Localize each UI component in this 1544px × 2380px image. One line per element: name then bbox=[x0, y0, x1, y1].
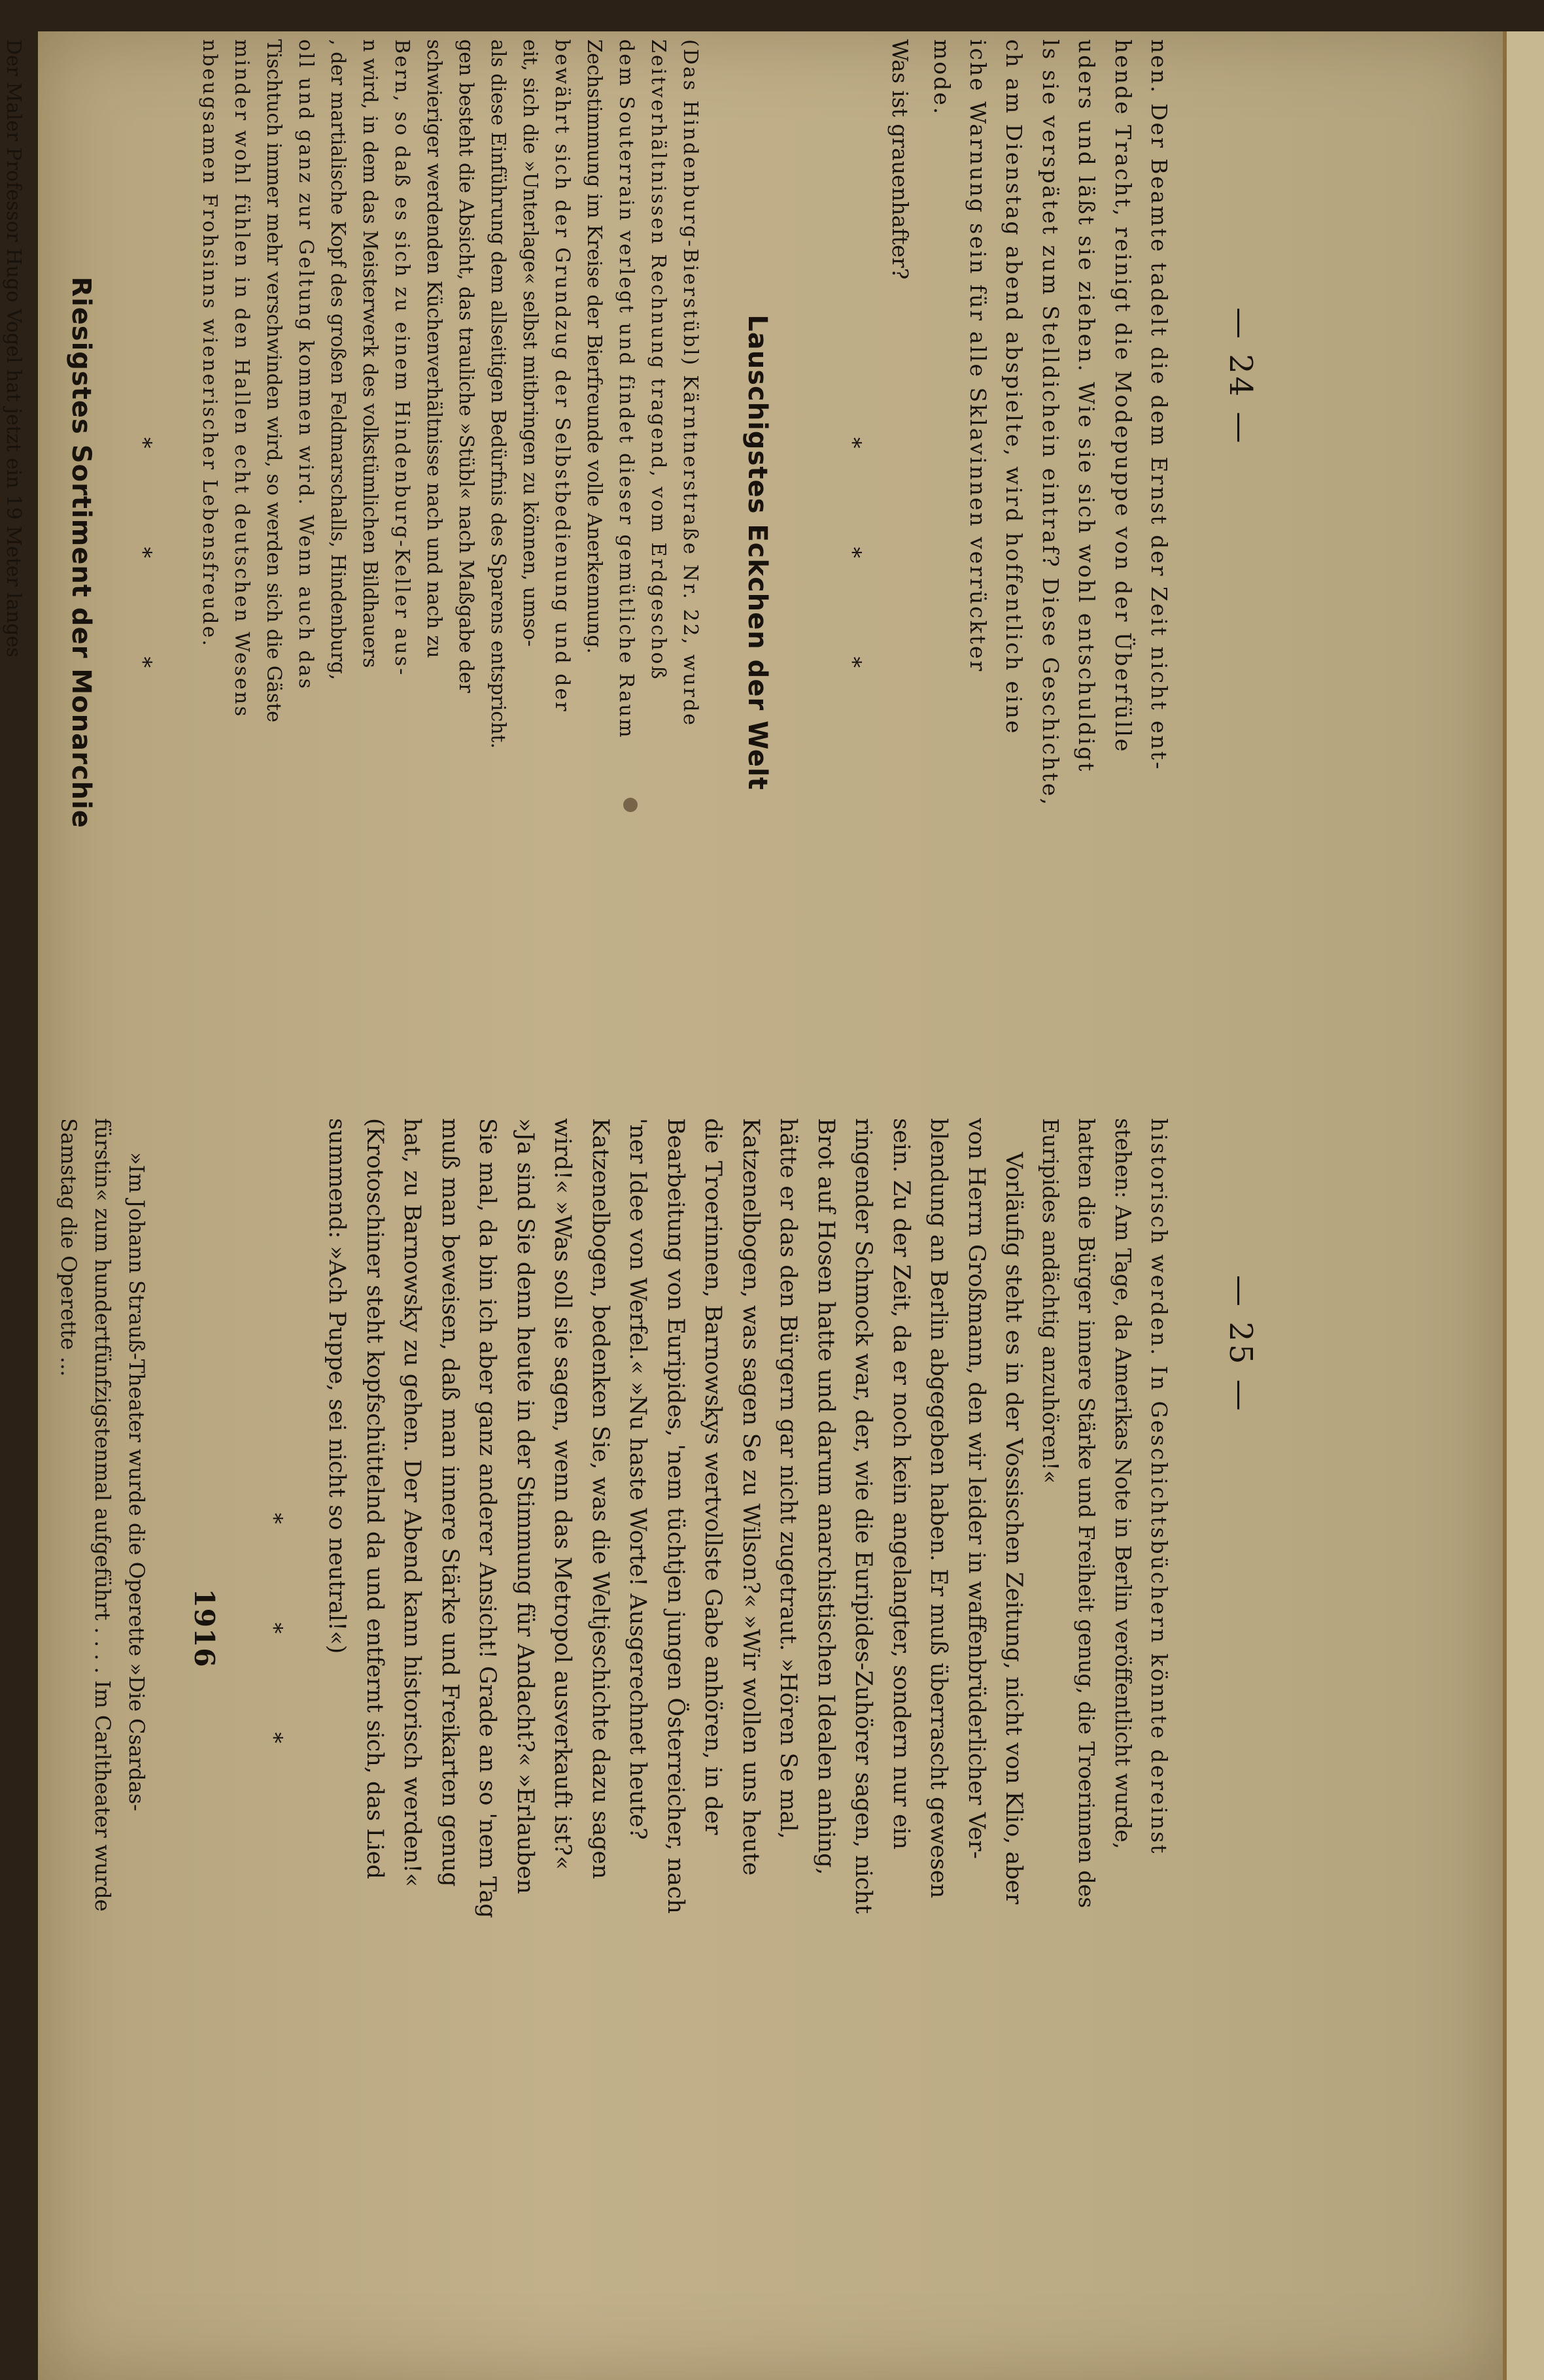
text-line: »Ja sind Sie denn heute in der Stimmung für Andacht?« »Erlauben bbox=[511, 1118, 538, 1894]
right-para-2 bbox=[318, 1118, 1033, 2138]
text-line: n wird, in dem das Meisterwerk des volkstümlichen Bildhauers bbox=[358, 39, 381, 668]
text-line: ls sie verspätet zum Stelldichein eintraf? Diese Geschichte, bbox=[1037, 39, 1063, 807]
page-number-25: — 25 — bbox=[1222, 1275, 1259, 1414]
text-line: (Krotoschiner steht kopfschüttelnd da und entfernt sich, das Lied bbox=[361, 1118, 388, 1879]
text-line: historisch werden. In Geschichtsbüchern könnte dereinst bbox=[1146, 1118, 1172, 1856]
text-line: oll und ganz zur Geltung kommen wird. Wenn auch das bbox=[294, 39, 317, 690]
left-page-column bbox=[0, 39, 1177, 1066]
section-separator: * * * bbox=[129, 437, 156, 714]
text-line: 'ner Idee von Werfel.« »Nu haste Worte! Ausgerechnet heute? bbox=[625, 1118, 651, 1840]
text-line: fürstin« zum hundertfünfzigstenmal aufgeführt . . . . Im Carltheater wurde bbox=[90, 1118, 116, 1912]
text-line: Brot auf Hosen hatte und darum anarchistischen Idealen anhing, bbox=[812, 1118, 839, 1875]
text-line: wird!« »Was soll sie sagen, wenn das Metropol ausverkauft ist?« bbox=[549, 1118, 576, 1870]
text-line: summend: »Ach Puppe, sei nicht so neutral!«) bbox=[324, 1118, 351, 1654]
text-line: Der Maler Professor Hugo Vogel hat jetzt ein 19 Meter langes bbox=[2, 39, 26, 658]
text-line: minder wohl fühlen in den Hallen echt deutschen Wesens bbox=[230, 39, 253, 719]
text-line: Sie mal, da bin ich aber ganz anderer Ansicht! Grade an so 'nem Tag bbox=[474, 1118, 501, 1918]
text-line: Bearbeitung von Euripides, 'nem tüchtjen jungen Österreicher, nach bbox=[662, 1118, 689, 1914]
heading-lauschigstes-eckchen: Lauschigstes Eckchen der Welt bbox=[742, 314, 773, 790]
text-line: Katzenelbogen, bedenken Sie, was die Weltjeschichte dazu sagen bbox=[587, 1118, 613, 1879]
left-para-1 bbox=[923, 39, 1177, 1066]
text-line: sein. Zu der Zeit, da er noch kein angelangter, sondern nur ein bbox=[887, 1118, 914, 1850]
text-line: muß man beweisen, daß man innere Stärke und Freikarten genug bbox=[436, 1118, 463, 1887]
left-section2-body bbox=[0, 39, 29, 1066]
text-line: Vorläufig steht es in der Vossischen Zeitung, nicht von Klio, aber bbox=[1001, 1152, 1027, 1905]
text-line: blendung an Berlin abgegeben haben. Er muß überrascht gewesen bbox=[925, 1118, 952, 1899]
question-line: Was ist grauenhafter? bbox=[887, 39, 914, 280]
text-line: von Herrn Großmann, den wir leider in waffenbrüderlicher Ver- bbox=[963, 1118, 989, 1860]
text-line: hatten die Bürger innere Stärke und Freiheit genug, die Troerinnen des bbox=[1074, 1118, 1100, 1909]
text-line: hende Tracht, reinigt die Modepuppe von der Überfülle bbox=[1110, 39, 1136, 754]
section-separator: * * * bbox=[260, 1512, 287, 1790]
text-line: ch am Dienstag abend abspielte, wird hoffentlich eine bbox=[1001, 39, 1027, 736]
text-line: ringender Schmock war, der, wie die Euripides-Zuhörer sagen, nicht bbox=[850, 1118, 877, 1914]
text-line: »Im Johann Strauß-Theater wurde die Operette »Die Csardas- bbox=[124, 1152, 150, 1812]
text-line: nbeugsamen Frohsinns wienerischer Lebensfreude. bbox=[197, 39, 221, 648]
text-line: mode. bbox=[929, 39, 955, 116]
text-line: hätte er das den Bürgern gar nicht zugetraut. »Hören Se mal, bbox=[775, 1118, 802, 1839]
text-line: eit, sich die »Unterlage« selbst mitbringen zu können, umso- bbox=[518, 39, 541, 647]
text-line: schwieriger werdenden Küchenverhältnisse nach und nach zu bbox=[422, 39, 445, 658]
text-line: als diese Einführung dem allseitigen Bedürfnis des Sparens entspricht. bbox=[486, 39, 509, 749]
heading-1916: 1916 bbox=[188, 1588, 221, 1668]
text-line: nen. Der Beamte tadelt die dem Ernst der Zeit nicht ent- bbox=[1146, 39, 1172, 772]
text-line: (Das Hindenburg-Bierstübl) Kärntnerstraße Nr. 22, wurde bbox=[678, 39, 702, 728]
text-line: uders und läßt sie ziehen. Wie sie sich wohl entschuldigt bbox=[1074, 39, 1100, 774]
text-line: Zeitverhältnissen Rechnung tragend, vom Erdgeschoß bbox=[646, 39, 670, 681]
text-line: Tischtuch immer mehr verschwinden wird, so werden sich die Gäste bbox=[262, 39, 285, 722]
right-section-body bbox=[52, 1118, 154, 2138]
section-separator: * * * bbox=[839, 437, 866, 714]
heading-riesigstes-sortiment: Riesigstes Sortiment der Monarchie bbox=[65, 277, 96, 828]
left-section1-body bbox=[194, 39, 706, 1066]
rotated-spread bbox=[2, 39, 1517, 2367]
ink-speck bbox=[623, 798, 638, 812]
text-line: die Troerinnen, Barnowskys wertvollste Gabe anhören, in der bbox=[700, 1118, 727, 1835]
right-para-1 bbox=[1032, 1118, 1177, 2138]
text-line: Bern, so daß es sich zu einem Hindenburg-Keller aus- bbox=[390, 39, 413, 677]
text-line: Zechstimmung im Kreise der Bierfreunde volle Anerkennung. bbox=[582, 39, 606, 654]
text-line: stehen: Am Tage, da Amerikas Note in Berlin veröffentlicht wurde, bbox=[1110, 1118, 1136, 1850]
text-line: hat, zu Barnowsky zu gehen. Der Abend kann historisch werden!« bbox=[399, 1118, 426, 1887]
text-line: Euripides andächtig anzuhören!« bbox=[1037, 1118, 1063, 1484]
page-number-24: — 24 — bbox=[1222, 307, 1259, 446]
text-line: dem Souterrain verlegt und findet dieser gemütliche Raum bbox=[614, 39, 638, 740]
text-line: , der martialische Kopf des großen Feldmarschalls, Hindenburg, bbox=[326, 39, 349, 681]
text-line: bewährt sich der Grundzug der Selbstbedienung und der bbox=[550, 39, 574, 713]
text-line: Katzenelbogen, was sagen Se zu Wilson?« »Wir wollen uns heute bbox=[737, 1118, 764, 1876]
text-line: gen besteht die Absicht, das trauliche »Stübl« nach Maßgabe der bbox=[454, 39, 477, 693]
right-page-column bbox=[52, 1118, 1177, 2138]
text-line: iche Warnung sein für alle Sklavinnen verrückter bbox=[965, 39, 991, 673]
text-line: Samstag die Operette ... bbox=[56, 1118, 82, 1377]
